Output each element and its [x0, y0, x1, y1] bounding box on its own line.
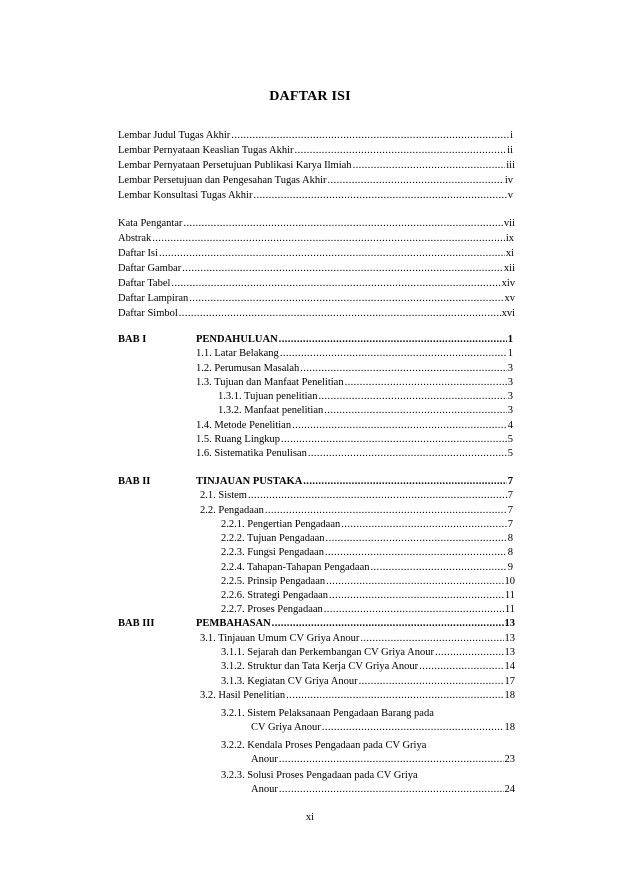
toc-entry[interactable] — [118, 292, 515, 305]
toc-entry[interactable] — [221, 603, 515, 616]
toc-entry-page: 11 — [504, 590, 515, 601]
toc-entry[interactable] — [118, 159, 515, 172]
toc-entry-page: 18 — [504, 690, 515, 701]
toc-entry[interactable] — [118, 217, 515, 230]
leader-dots — [322, 721, 504, 734]
toc-entry-text: 1.5. Ruang Lingkup — [196, 434, 280, 445]
toc-entry[interactable] — [218, 404, 513, 417]
toc-entry-text: 2.1. Sistem — [200, 490, 247, 501]
toc-entry[interactable] — [221, 532, 513, 545]
toc-entry-page: v — [507, 190, 513, 201]
toc-entry[interactable] — [221, 646, 515, 659]
toc-entry-text: Lembar Konsultasi Tugas Akhir — [118, 190, 253, 201]
toc-entry-page: 3 — [507, 405, 513, 416]
leader-dots — [325, 546, 507, 559]
toc-entry-text: Daftar Tabel — [118, 278, 171, 289]
toc-entry-page: 8 — [507, 533, 513, 544]
leader-dots — [189, 292, 503, 305]
toc-entry-text: 2.2.4. Tahapan-Tahapan Pengadaan — [221, 562, 370, 573]
toc-entry[interactable] — [221, 518, 513, 531]
leader-dots — [179, 307, 501, 320]
page-title: DAFTAR ISI — [269, 89, 351, 104]
toc-entry-text: 3.2.1. Sistem Pelaksanaan Pengadaan Barang pada — [221, 708, 434, 719]
chapter-title[interactable] — [196, 333, 513, 346]
page-number: xi — [305, 812, 315, 823]
toc-entry-page: xvi — [501, 308, 515, 319]
leader-dots — [231, 129, 509, 142]
toc-entry-text: Lembar Judul Tugas Akhir — [118, 130, 231, 141]
chapter-title[interactable] — [196, 617, 515, 630]
toc-entry-page: 5 — [507, 434, 513, 445]
toc-entry-text: Daftar Lampiran — [118, 293, 189, 304]
toc-entry-page: 23 — [504, 754, 515, 765]
toc-entry-page: 13 — [504, 647, 515, 658]
leader-dots — [300, 362, 507, 375]
leader-dots — [371, 561, 507, 574]
toc-entry[interactable] — [118, 232, 514, 245]
toc-entry[interactable] — [251, 753, 515, 766]
toc-entry-page: 14 — [504, 661, 515, 672]
toc-entry-page: 7 — [507, 505, 513, 516]
toc-entry-text: Anour — [251, 784, 278, 795]
toc-entry-text: 3.1.3. Kegiatan CV Griya Anour — [221, 676, 358, 687]
leader-dots — [279, 333, 507, 346]
toc-entry[interactable] — [200, 489, 513, 502]
toc-entry[interactable] — [118, 144, 513, 157]
toc-entry[interactable] — [118, 262, 515, 275]
leader-dots — [292, 419, 507, 432]
toc-entry-page: 1 — [507, 348, 513, 359]
toc-entry-page: 7 — [507, 519, 513, 530]
leader-dots — [281, 433, 507, 446]
toc-entry-page: 11 — [504, 604, 515, 615]
leader-dots — [253, 189, 506, 202]
leader-dots — [345, 376, 507, 389]
toc-entry-text: Daftar Isi — [118, 248, 158, 259]
chapter-title-text: TINJAUAN PUSTAKA — [196, 476, 303, 487]
toc-entry-page: ii — [507, 145, 513, 156]
toc-entry-page: 4 — [507, 420, 513, 431]
toc-entry-page: 1 — [507, 334, 513, 345]
toc-entry-text: 3.1.2. Struktur dan Tata Kerja CV Griya Anour — [221, 661, 419, 672]
toc-entry[interactable] — [221, 675, 515, 688]
toc-entry-page: iv — [504, 175, 513, 186]
toc-entry[interactable] — [196, 419, 513, 432]
toc-entry[interactable] — [218, 390, 513, 403]
toc-entry[interactable] — [221, 589, 515, 602]
toc-entry-text: 2.2.3. Fungsi Pengadaan — [221, 547, 324, 558]
leader-dots — [183, 217, 502, 230]
leader-dots — [286, 689, 503, 702]
toc-entry-page: iii — [506, 160, 515, 171]
chapter-label: BAB II — [118, 476, 151, 487]
leader-dots — [308, 447, 507, 460]
toc-entry[interactable] — [196, 362, 513, 375]
toc-entry-text: 2.2. Pengadaan — [200, 505, 264, 516]
toc-entry-text: 1.3.1. Tujuan penelitian — [218, 391, 318, 402]
leader-dots — [419, 660, 503, 673]
leader-dots — [279, 753, 504, 766]
toc-entry-page: 13 — [504, 633, 515, 644]
toc-entry-page: 3 — [507, 363, 513, 374]
toc-entry[interactable] — [251, 721, 515, 734]
leader-dots — [326, 575, 503, 588]
toc-entry[interactable] — [200, 632, 515, 645]
toc-entry-page: i — [510, 130, 513, 141]
toc-entry-page: xiv — [501, 278, 515, 289]
leader-dots — [353, 159, 506, 172]
toc-entry[interactable] — [251, 783, 515, 796]
toc-entry-page: xii — [503, 263, 515, 274]
leader-dots — [318, 390, 506, 403]
leader-dots — [326, 532, 507, 545]
chapter-label: BAB I — [118, 334, 147, 345]
leader-dots — [341, 518, 506, 531]
toc-entry-page: 18 — [504, 722, 515, 733]
leader-dots — [303, 475, 506, 488]
toc-entry-text: Lembar Pernyataan Keaslian Tugas Akhir — [118, 145, 294, 156]
toc-entry-text: 2.2.6. Strategi Pengadaan — [221, 590, 329, 601]
toc-entry-text: 3.2. Hasil Penelitian — [200, 690, 286, 701]
leader-dots — [159, 247, 505, 260]
toc-entry[interactable] — [221, 546, 513, 559]
toc-entry-text: 3.2.2. Kendala Proses Pengadaan pada CV Griya — [221, 740, 427, 751]
toc-entry[interactable] — [118, 307, 515, 320]
toc-entry-page: xv — [504, 293, 515, 304]
toc-entry-page: vii — [503, 218, 515, 229]
toc-entry-text: Anour — [251, 754, 278, 765]
toc-entry-page: 9 — [507, 562, 513, 573]
leader-dots — [152, 232, 505, 245]
leader-dots — [329, 589, 504, 602]
toc-entry-text: Daftar Simbol — [118, 308, 178, 319]
toc-entry-text: 3.1. Tinjauan Umum CV Griya Anour — [200, 633, 360, 644]
leader-dots — [328, 174, 504, 187]
chapter-title-text: PENDAHULUAN — [196, 334, 278, 345]
toc-entry-page: ix — [505, 233, 514, 244]
toc-entry-text: Lembar Persetujuan dan Pengesahan Tugas Akhir — [118, 175, 327, 186]
leader-dots — [171, 277, 500, 290]
toc-entry-text: Kata Pengantar — [118, 218, 183, 229]
toc-entry-text: Daftar Gambar — [118, 263, 182, 274]
toc-entry-text: 2.2.7. Proses Pengadaan — [221, 604, 323, 615]
toc-entry[interactable] — [196, 447, 513, 460]
leader-dots — [280, 347, 507, 360]
toc-entry-text: 1.4. Metode Penelitian — [196, 420, 292, 431]
toc-entry-text: 2.2.1. Pengertian Pengadaan — [221, 519, 341, 530]
toc-entry-text: 3.2.3. Solusi Proses Pengadaan pada CV Griya — [221, 770, 418, 781]
toc-entry-text: 1.6. Sistematika Penulisan — [196, 448, 307, 459]
toc-entry-page: 10 — [504, 576, 515, 587]
toc-entry-page: 5 — [507, 448, 513, 459]
leader-dots — [360, 632, 503, 645]
toc-entry-text: 1.3.2. Manfaat penelitian — [218, 405, 324, 416]
toc-entry[interactable] — [118, 129, 513, 142]
toc-entry-text: 2.2.2. Tujuan Pengadaan — [221, 533, 325, 544]
toc-entry[interactable] — [221, 561, 513, 574]
leader-dots — [272, 617, 504, 630]
chapter-title-text: PEMBAHASAN — [196, 618, 271, 629]
leader-dots — [324, 404, 506, 417]
toc-entry[interactable] — [221, 575, 515, 588]
toc-entry-text: 2.2.5. Prinsip Pengadaan — [221, 576, 326, 587]
leader-dots — [279, 783, 504, 796]
toc-entry-text: Lembar Pernyataan Persetujuan Publikasi Karya Ilmiah — [118, 160, 352, 171]
chapter-label: BAB III — [118, 618, 155, 629]
toc-entry-page: 3 — [507, 391, 513, 402]
toc-entry[interactable] — [118, 189, 513, 202]
toc-entry-page: 7 — [507, 476, 513, 487]
leader-dots — [359, 675, 504, 688]
toc-entry[interactable] — [196, 347, 513, 360]
toc-entry[interactable] — [200, 689, 515, 702]
toc-entry-page: 17 — [504, 676, 515, 687]
toc-entry-page: 3 — [507, 377, 513, 388]
chapter-title[interactable] — [196, 475, 513, 488]
leader-dots — [435, 646, 504, 659]
leader-dots — [324, 603, 504, 616]
toc-entry-page: 13 — [504, 618, 515, 629]
toc-entry-text: 1.1. Latar Belakang — [196, 348, 279, 359]
toc-entry[interactable] — [118, 277, 515, 290]
toc-entry-text: Abstrak — [118, 233, 152, 244]
toc-entry[interactable] — [118, 174, 513, 187]
toc-entry-page: 8 — [507, 547, 513, 558]
toc-entry-page: xi — [505, 248, 514, 259]
toc-entry-text: 3.1.1. Sejarah dan Perkembangan CV Griya Anour — [221, 647, 434, 658]
toc-entry-text: 1.2. Perumusan Masalah — [196, 363, 300, 374]
toc-entry[interactable] — [196, 433, 513, 446]
toc-entry[interactable] — [118, 247, 514, 260]
toc-entry-text: CV Griya Anour — [251, 722, 321, 733]
leader-dots — [182, 262, 503, 275]
toc-entry-page: 24 — [504, 784, 515, 795]
toc-entry[interactable] — [221, 660, 515, 673]
leader-dots — [248, 489, 507, 502]
leader-dots — [295, 144, 507, 157]
toc-entry[interactable] — [200, 504, 513, 517]
toc-entry[interactable] — [196, 376, 513, 389]
toc-entry-page: 7 — [507, 490, 513, 501]
leader-dots — [265, 504, 507, 517]
toc-entry-text: 1.3. Tujuan dan Manfaat Penelitian — [196, 377, 344, 388]
